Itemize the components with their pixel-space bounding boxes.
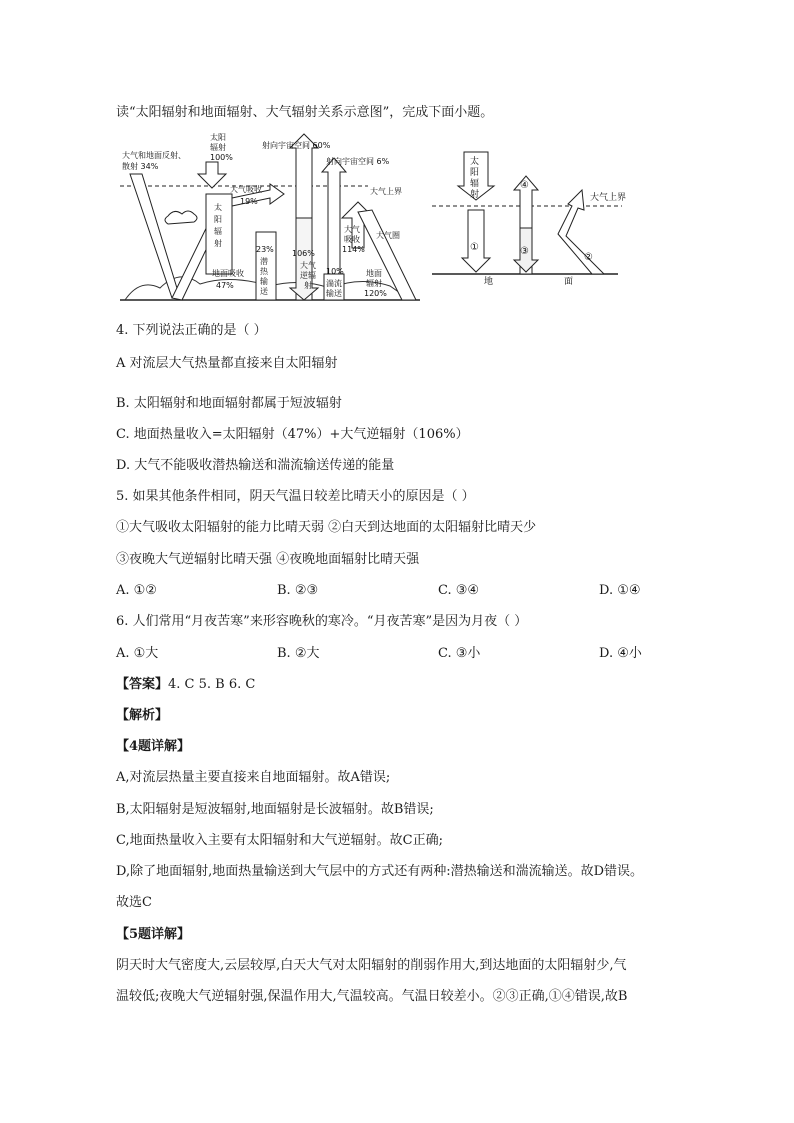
label-ground-rad-2: 辐射 xyxy=(366,279,382,288)
label-latent-pct: 23% xyxy=(256,245,274,254)
r-solar-3: 辐 xyxy=(470,179,480,189)
label-top-left: 大气上界 xyxy=(370,187,402,196)
label-turb-pct: 10% xyxy=(326,267,344,276)
q4-detail-b: B,太阳辐射是短波辐射,地面辐射是长波辐射。故B错误; xyxy=(116,802,434,817)
label-back-pct: 106% xyxy=(292,249,315,258)
q4-option-d: D. 大气不能吸收潜热输送和湍流输送传递的能量 xyxy=(116,458,395,473)
radiation-diagram-left xyxy=(120,128,420,308)
label-ground-abs-2: 47% xyxy=(216,281,234,290)
q5-option-b: B. ②③ xyxy=(277,583,319,598)
answer-label: 【答案】 xyxy=(116,677,169,692)
label-solar-3: 100% xyxy=(210,153,233,162)
q4-stem: 4. 下列说法正确的是（ ） xyxy=(116,323,267,338)
q4-option-a: A 对流层大气热量都直接来自太阳辐射 xyxy=(116,356,338,371)
q5-detail-line1: 阴天时大气密度大,云层较厚,白天大气对太阳辐射的削弱作用大,到达地面的太阳辐射少,气 xyxy=(116,958,627,973)
label-ground-rad-3: 120% xyxy=(364,289,387,298)
label-solar-v1: 太 xyxy=(214,203,222,212)
q5-line2: ③夜晚大气逆辐射比晴天强 ④夜晚地面辐射比晴天强 xyxy=(116,552,420,567)
q4-detail-c: C,地面热量收入主要有太阳辐射和大气逆辐射。故C正确; xyxy=(116,833,443,848)
label-atm-abs-2: 19% xyxy=(240,197,258,206)
label-latent-v2: 热 xyxy=(260,267,268,276)
q4-option-c: C. 地面热量收入=太阳辐射（47%）+大气逆辐射（106%） xyxy=(116,427,469,442)
label-ground-abs-1: 地面吸收 xyxy=(212,269,244,278)
q4-detail-label: 【4题详解】 xyxy=(116,739,191,754)
q5-option-d: D. ①④ xyxy=(599,583,641,598)
q5-detail-line2: 温较低;夜晚大气逆辐射强,保温作用大,气温较高。气温日较差小。②③正确,①④错误,故B xyxy=(116,989,628,1004)
label-reflect-1: 大气和地面反射、 xyxy=(122,151,186,160)
r-n2: ② xyxy=(584,252,593,263)
q5-stem: 5. 如果其他条件相同，阴天气温日较差比晴天小的原因是（ ） xyxy=(116,489,475,504)
label-space-60: 射向宇宙空间 60% xyxy=(262,141,331,150)
q6-stem: 6. 人们常用“月夜苦寒”来形容晚秋的寒冷。“月夜苦寒”是因为月夜（ ） xyxy=(116,614,528,629)
answer-line xyxy=(116,676,255,694)
label-solar-v2: 阳 xyxy=(214,215,222,224)
label-atmosphere: 大气圈 xyxy=(376,231,400,240)
q6-option-a: A. ①大 xyxy=(116,646,159,661)
r-n1: ① xyxy=(470,242,479,253)
q5-option-a: A. ①② xyxy=(116,583,157,598)
label-114-3: 114% xyxy=(342,245,365,254)
radiation-diagram-right xyxy=(432,148,627,288)
q5-line1: ①大气吸收太阳辐射的能力比晴天弱 ②白天到达地面的太阳辐射比晴天少 xyxy=(116,520,537,535)
label-back-v3: 射 xyxy=(304,281,312,290)
r-solar-4: 射 xyxy=(470,190,480,200)
q5-detail-label: 【5题详解】 xyxy=(116,927,191,942)
r-n3: ③ xyxy=(520,246,529,257)
q4-detail-a: A,对流层热量主要直接来自地面辐射。故A错误; xyxy=(116,770,391,785)
label-latent-v1: 潜 xyxy=(260,257,268,266)
analysis-label: 【解析】 xyxy=(116,708,169,723)
label-ground-rad-1: 地面 xyxy=(366,269,382,278)
label-back-v2: 逆辐 xyxy=(300,271,316,280)
label-solar-2: 辐射 xyxy=(210,143,226,152)
label-114-1: 大气 xyxy=(344,225,360,234)
label-atm-abs-1: 大气吸收 xyxy=(230,185,262,194)
r-ground-2: 面 xyxy=(564,277,574,287)
label-latent-v3: 输 xyxy=(260,277,268,286)
q6-option-b: B. ②大 xyxy=(277,646,320,661)
q6-option-d: D. ④小 xyxy=(599,646,642,661)
label-turb-v2: 输送 xyxy=(326,289,342,298)
q4-detail-d: D,除了地面辐射,地面热量输送到大气层中的方式还有两种:潜热输送和湍流输送。故D错误。 xyxy=(116,864,644,879)
label-reflect-2: 散射 34% xyxy=(122,162,159,171)
r-solar-2: 阳 xyxy=(470,168,480,178)
q5-option-c: C. ③④ xyxy=(438,583,480,598)
answer-text: 4. C 5. B 6. C xyxy=(168,677,256,692)
label-solar-v4: 射 xyxy=(214,239,222,248)
label-114-2: 吸收 xyxy=(344,235,360,244)
q4-detail-conclusion: 故选C xyxy=(116,895,152,910)
q4-option-b: B. 太阳辐射和地面辐射都属于短波辐射 xyxy=(116,396,342,411)
r-top: 大气上界 xyxy=(590,193,627,203)
r-ground-1: 地 xyxy=(484,277,494,287)
label-back-v1: 大气 xyxy=(300,261,316,270)
q6-option-c: C. ③小 xyxy=(438,646,481,661)
label-solar-v3: 辐 xyxy=(214,227,222,236)
label-latent-v4: 送 xyxy=(260,287,268,296)
r-solar-1: 太 xyxy=(470,157,480,167)
r-n4: ④ xyxy=(520,180,529,191)
label-turb-v1: 湍流 xyxy=(326,279,342,288)
label-space-6: 射向宇宙空间 6% xyxy=(326,157,390,166)
label-solar-1: 太阳 xyxy=(210,133,226,142)
intro-text: 读“太阳辐射和地面辐射、大气辐射关系示意图”，完成下面小题。 xyxy=(116,105,494,120)
